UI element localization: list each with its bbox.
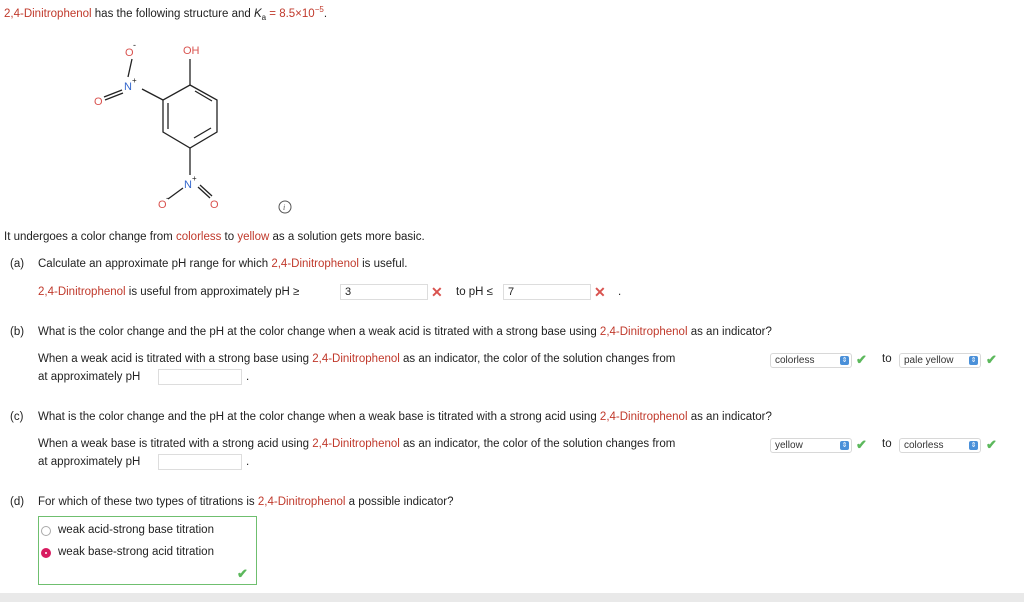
radio-option-label: weak acid-strong base titration (58, 524, 214, 536)
svg-text:O: O (210, 199, 219, 211)
svg-text:O: O (125, 47, 134, 59)
question-header: 2,4-Dinitrophenol has the following structure and $K_a = 8.5\times 10^{-5}$. (4, 5, 328, 23)
period: . (246, 371, 250, 383)
radio-button[interactable] (41, 526, 51, 536)
radio-option-label: weak base-strong acid titration (58, 546, 214, 558)
ph-low-input[interactable]: 3 (340, 284, 428, 300)
color-from-select-c[interactable]: yellow ⇕ (770, 438, 852, 453)
compound-name: 2,4-Dinitrophenol (4, 7, 92, 20)
period: . (618, 286, 622, 298)
benzene-ring (104, 59, 217, 199)
incorrect-icon: ✕ (431, 284, 443, 300)
checkmark-icon: ✔ (986, 437, 997, 452)
part-a-label: (a) (10, 258, 25, 270)
svg-text:+: + (132, 76, 137, 85)
part-d-question: For which of these two types of titrations is 2,4-Dinitrophenol a possible indicator? (38, 496, 454, 508)
checkmark-icon: ✔ (986, 352, 997, 367)
to-label: to (882, 438, 892, 450)
svg-text:O: O (158, 199, 167, 211)
part-c-sentence: When a weak base is titrated with a strong acid using 2,4-Dinitrophenol as an indicator, the color of the solution changes from (38, 438, 676, 450)
oh-label: OH (183, 45, 200, 57)
svg-text:+: + (192, 174, 197, 183)
checkmark-icon: ✔ (856, 437, 867, 452)
select-arrow-icon: ⇕ (841, 357, 848, 364)
ph-to-label: to pH ≤ (456, 286, 493, 298)
ph-label-b: at approximately pH (38, 371, 141, 383)
radio-option-0[interactable] (41, 524, 251, 538)
svg-text:-: - (133, 40, 136, 50)
ka-value: = $8.5\times 10^{-5}$ (266, 5, 324, 20)
ka-symbol: K (253, 7, 262, 20)
part-a-question: Calculate an approximate pH range for which 2,4-Dinitrophenol is useful. (38, 258, 408, 270)
radio-button-selected[interactable] (41, 548, 51, 558)
intro-text: It undergoes a color change from colorless to yellow as a solution gets more basic. (4, 231, 425, 243)
to-label: to (882, 353, 892, 365)
checkmark-icon: ✔ (237, 566, 248, 581)
part-b-question: What is the color change and the pH at the color change when a weak acid is titrated with a strong base using 2,4-Dinitrophenol as an indicator? (38, 326, 772, 338)
bottom-scrollbar[interactable] (0, 593, 1024, 602)
svg-text:i: i (283, 203, 286, 212)
radio-option-1[interactable] (41, 546, 251, 560)
ph-input-b[interactable] (158, 369, 242, 385)
radio-group (38, 516, 257, 585)
part-b-label: (b) (10, 326, 25, 338)
period: . (246, 456, 250, 468)
color-from-select-b[interactable]: colorless ⇕ (770, 353, 852, 368)
part-a-answer-text: 2,4-Dinitrophenol is useful from approximately pH ≥ (38, 286, 300, 298)
svg-text:N: N (184, 179, 192, 191)
molecule-structure (80, 35, 320, 215)
part-c-label: (c) (10, 411, 24, 423)
ph-label-c: at approximately pH (38, 456, 141, 468)
svg-text:O: O (94, 96, 103, 108)
color-to-select-b[interactable]: pale yellow ⇕ (899, 353, 981, 368)
part-c-question: What is the color change and the pH at the color change when a weak base is titrated with a strong acid using 2,4-Dinitrophenol as an indicator? (38, 411, 772, 423)
part-b-sentence: When a weak acid is titrated with a strong base using 2,4-Dinitrophenol as an indicator, the color of the solution changes from (38, 353, 676, 365)
select-arrow-icon: ⇕ (970, 357, 977, 364)
checkmark-icon: ✔ (856, 352, 867, 367)
incorrect-icon: ✕ (594, 284, 606, 300)
color-to-select-c[interactable]: colorless ⇕ (899, 438, 981, 453)
svg-text:N: N (124, 81, 132, 93)
select-arrow-icon: ⇕ (841, 442, 848, 449)
select-arrow-icon: ⇕ (970, 442, 977, 449)
part-d-label: (d) (10, 496, 25, 508)
ph-input-c[interactable] (158, 454, 242, 470)
svg-text:-: - (166, 193, 169, 203)
ph-high-input[interactable]: 7 (503, 284, 591, 300)
